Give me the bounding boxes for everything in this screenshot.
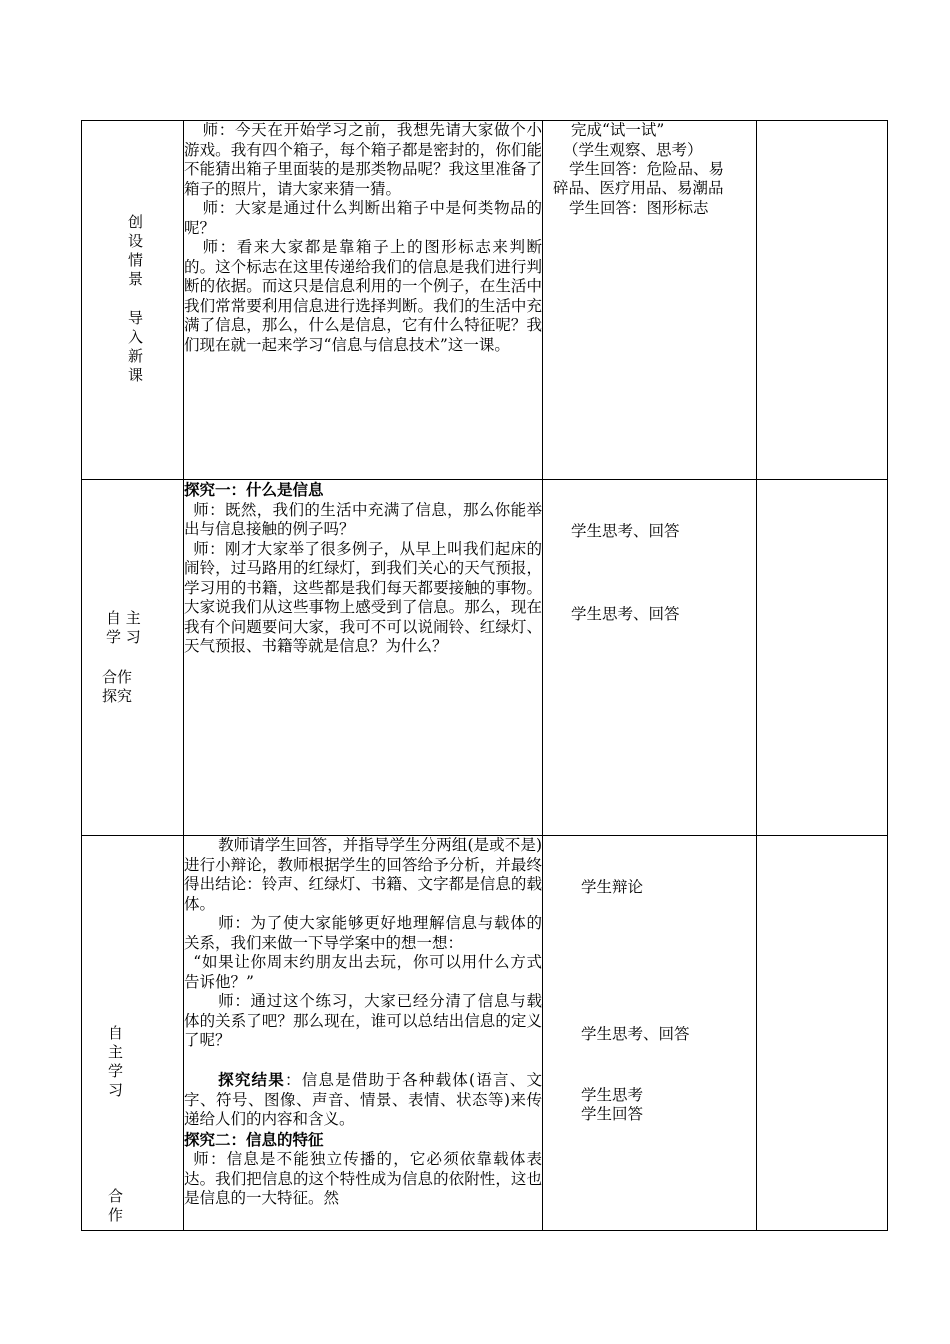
student-text: 学生思考、回答 [581, 1025, 690, 1043]
table-row [82, 480, 888, 836]
notes-cell [757, 121, 888, 480]
student-text: 学生回答 [581, 1105, 644, 1123]
stage-label: 自 主 学 习 [108, 1024, 124, 1099]
result-text: ：信息是借助于各种载体(语言、文字、符号、图像、声音、情景、表情、状态等)来传递给人们的内容和含义。 [184, 1071, 542, 1128]
teacher-paragraph: 师：通过这个练习，大家已经分清了信息与载体的关系了吧？那么现在，谁可以总结出信息的定义了呢？ [184, 992, 542, 1049]
student-text: 学生回答：危险品、易 [569, 160, 725, 178]
stage-label: 创 设 情 景 [128, 213, 144, 288]
result-paragraph [184, 1070, 542, 1130]
stage-label: 导 入 新 课 [128, 309, 144, 384]
result-label: 探究结果 [218, 1070, 286, 1089]
student-text: （学生观察、思考） [563, 141, 703, 159]
stage-label: 合 作 [108, 1187, 124, 1224]
teacher-paragraph: 教师请学生回答，并指导学生分两组(是或不是)进行小辩论，教师根据学生的回答给予分析，并最终得出结论：铃声、红绿灯、书籍、文字都是信息的载体。 [184, 836, 542, 913]
stage-cell [82, 480, 184, 836]
student-text: 学生思考、回答 [571, 605, 680, 623]
teacher-activity-cell [184, 480, 543, 836]
notes-cell [757, 836, 888, 1231]
stage-label: 合作 探究 [102, 668, 133, 705]
teacher-paragraph: “如果让你周末约朋友出去玩，你可以用什么方式告诉他？” [184, 953, 542, 991]
student-activity-cell [543, 480, 757, 836]
table-row [82, 836, 888, 1231]
teacher-paragraph: 师：大家是通过什么判断出箱子中是何类物品的呢？ [184, 199, 542, 237]
student-activity-cell [543, 121, 757, 480]
table-row [82, 121, 888, 480]
teacher-activity-cell [184, 121, 543, 480]
teacher-paragraph: 师：为了使大家能够更好地理解信息与载体的关系，我们来做一下导学案中的想一想： [184, 914, 542, 952]
notes-cell [757, 480, 888, 836]
teacher-paragraph: 师：信息是不能独立传播的，它必须依靠载体表达。我们把信息的这个特性成为信息的依附性，这也是信息的一大特征。然 [184, 1150, 542, 1207]
student-text: 学生思考、回答 [571, 522, 680, 540]
teacher-paragraph: 师：既然，我们的生活中充满了信息，那么你能举出与信息接触的例子吗？ [184, 500, 542, 538]
stage-label: 自 主 学 习 [106, 609, 141, 646]
stage-cell [82, 836, 184, 1231]
lesson-plan-table [81, 120, 888, 1231]
student-activity-cell [543, 836, 757, 1231]
student-text: 学生辩论 [581, 878, 644, 896]
stage-cell [82, 121, 184, 480]
teacher-activity-cell [184, 836, 543, 1231]
teacher-paragraph: 师：看来大家都是靠箱子上的图形标志来判断的。这个标志在这里传递给我们的信息是我们进行判断的依据。而这只是信息利用的一个例子，在生活中我们常常要利用信息进行选择判断。我们的生活中充满了信息，那么，什么是信息，它有什么特征呢？我们现在就一起来学习“信息与信息技术”这一课。 [184, 238, 542, 354]
student-text: 完成“试一试” [571, 121, 665, 139]
student-text: 学生思考 [581, 1086, 644, 1104]
student-text: 学生回答：图形标志 [569, 199, 709, 217]
teacher-paragraph: 师：刚才大家举了很多例子，从早上叫我们起床的闹铃，过马路用的红绿灯，到我们关心的天气预报，学习用的书籍，这些都是我们每天都要接触的事物。大家说我们从这些事物上感受到了信息。那么，现在我有个问题要问大家，我可不可以说闹铃、红绿灯、天气预报、书籍等就是信息？为什么？ [184, 539, 542, 655]
teacher-paragraph: 师：今天在开始学习之前，我想先请大家做个小游戏。我有四个箱子，每个箱子都是密封的，你们能不能猜出箱子里面装的是那类物品呢？我这里准备了箱子的照片，请大家来猜一猜。 [184, 121, 542, 198]
section-heading: 探究二：信息的特征 [184, 1129, 324, 1149]
student-text: 碎品、医疗用品、易潮品 [553, 179, 724, 197]
section-heading: 探究一：什么是信息 [184, 480, 324, 499]
